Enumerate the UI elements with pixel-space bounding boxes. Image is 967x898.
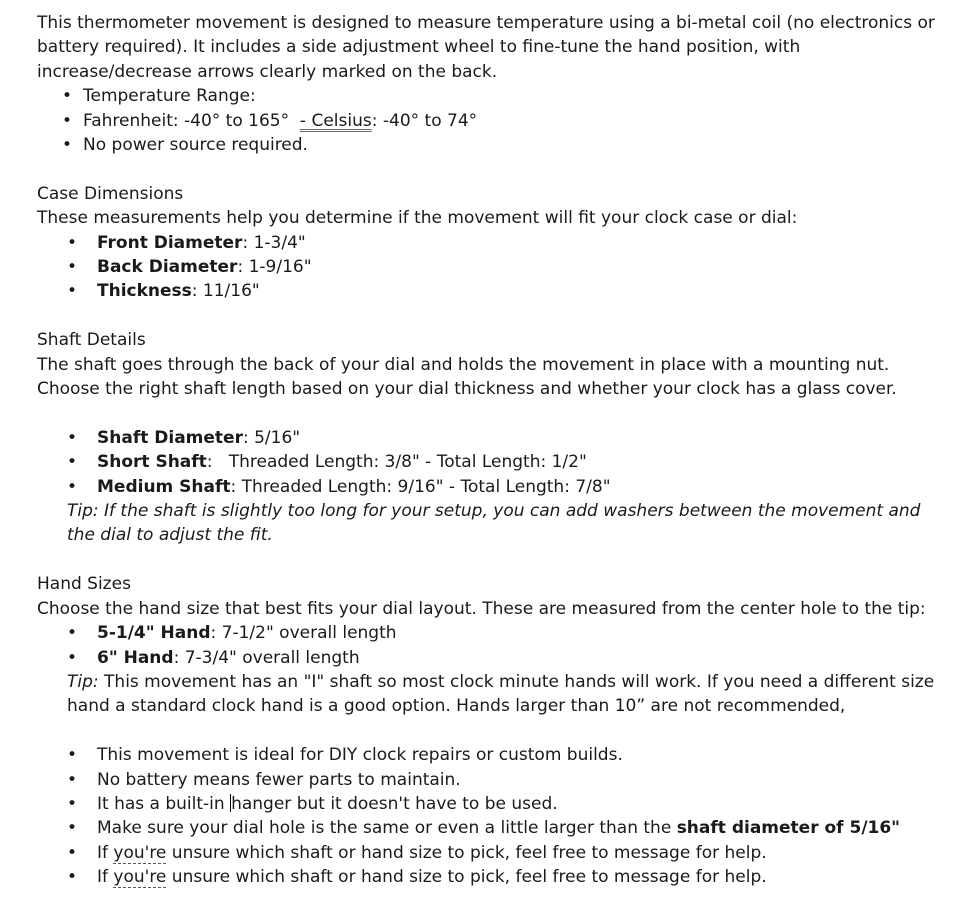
case-item	[37, 279, 952, 303]
shaft-item-value: : Threaded Length: 9/16" - Total Length: 7/8"	[230, 476, 611, 497]
note-text: If	[97, 842, 114, 863]
hands-tip-text: This movement has an "I" shaft so most clock minute hands will work. If you need a different size hand a standard clock hand is a good option. Hands larger than 10” are not recommended,	[67, 671, 935, 717]
celsius-text: : -40° to 74°	[371, 110, 478, 131]
spacer	[37, 157, 952, 181]
spelling-flag[interactable]: you're	[113, 867, 167, 888]
hands-tip	[37, 670, 952, 719]
note-text: If	[97, 867, 114, 888]
note-text: unsure which shaft or hand size to pick, feel free to message for help.	[166, 842, 767, 863]
note-bold-text: shaft diameter of 5/16"	[676, 818, 901, 839]
fahrenheit-text: Fahrenheit: -40° to 165°	[83, 110, 300, 131]
document-body[interactable]	[37, 11, 952, 890]
case-item-label: Back Diameter	[97, 257, 238, 278]
shaft-item-value: : Threaded Length: 3/8" - Total Length: 1/2"	[206, 452, 587, 473]
case-item	[37, 255, 952, 279]
case-item	[37, 231, 952, 255]
note-item	[37, 816, 952, 840]
spacer	[37, 719, 952, 743]
note-text: unsure which shaft or hand size to pick, feel free to message for help.	[166, 867, 767, 888]
hand-item-label: 5-1/4" Hand	[97, 623, 211, 644]
spacer	[37, 401, 952, 425]
spelling-flag[interactable]: you're	[113, 842, 167, 863]
note-item	[37, 865, 952, 889]
feature-fahrenheit-celsius	[37, 109, 952, 133]
spacer	[37, 304, 952, 328]
shaft-heading: Shaft Details	[37, 330, 146, 351]
shaft-item-label: Medium Shaft	[97, 476, 231, 497]
note-text: hanger but it doesn't have to be used.	[231, 793, 558, 814]
case-intro: These measurements help you determine if the movement will fit your clock case or dial:	[37, 208, 798, 229]
feature-text: No power source required.	[83, 135, 308, 156]
shaft-item-label: Shaft Diameter	[97, 427, 243, 448]
hands-heading: Hand Sizes	[37, 574, 131, 595]
case-item-value: : 1-3/4"	[242, 232, 306, 253]
shaft-line-1: The shaft goes through the back of your dial and holds the movement in place with a mounting nut.	[37, 354, 890, 375]
shaft-tip: Tip: If the shaft is slightly too long for your setup, you can add washers between the movement and the dial to adjust the fit.	[67, 501, 921, 546]
shaft-line-2: Choose the right shaft length based on your dial thickness and whether your clock has a glass cover.	[37, 379, 897, 400]
note-text: It has a built-in	[97, 793, 231, 814]
shaft-item	[37, 426, 952, 450]
hand-item	[37, 621, 952, 645]
case-item-value: : 1-9/16"	[237, 257, 312, 278]
shaft-item	[37, 450, 952, 474]
hand-item-value: : 7-1/2" overall length	[210, 623, 397, 644]
shaft-item	[37, 475, 952, 499]
hands-intro: Choose the hand size that best fits your dial layout. These are measured from the center hole to the tip:	[37, 598, 926, 619]
note-item	[37, 792, 952, 816]
note-text: No battery means fewer parts to maintain.	[97, 769, 461, 790]
hand-item	[37, 646, 952, 670]
spacer	[37, 548, 952, 572]
hand-item-value: : 7-3/4" overall length	[173, 647, 360, 668]
hand-item-label: 6" Hand	[97, 647, 174, 668]
case-heading: Case Dimensions	[37, 183, 184, 204]
feature-no-power	[37, 133, 952, 157]
note-text: Make sure your dial hole is the same or even a little larger than the	[97, 818, 677, 839]
hands-tip-label: Tip:	[67, 671, 99, 692]
note-item	[37, 768, 952, 792]
case-item-value: : 11/16"	[191, 281, 260, 302]
shaft-item-value: : 5/16"	[242, 427, 301, 448]
feature-text: Temperature Range:	[83, 86, 256, 107]
note-text: This movement is ideal for DIY clock repairs or custom builds.	[97, 745, 623, 766]
intro-paragraph: This thermometer movement is designed to measure temperature using a bi-metal coil (no electronics or battery required). It includes a side adjustment wheel to fine-tune the hand position, with increase/decrease arrows clearly marked on the back.	[37, 13, 935, 82]
case-item-label: Front Diameter	[97, 232, 243, 253]
note-item	[37, 841, 952, 865]
shaft-item-label: Short Shaft	[97, 452, 207, 473]
case-item-label: Thickness	[97, 281, 192, 302]
celsius-grammar-flag[interactable]: - Celsius	[299, 110, 372, 131]
note-item	[37, 743, 952, 767]
feature-temperature-range	[37, 84, 952, 108]
